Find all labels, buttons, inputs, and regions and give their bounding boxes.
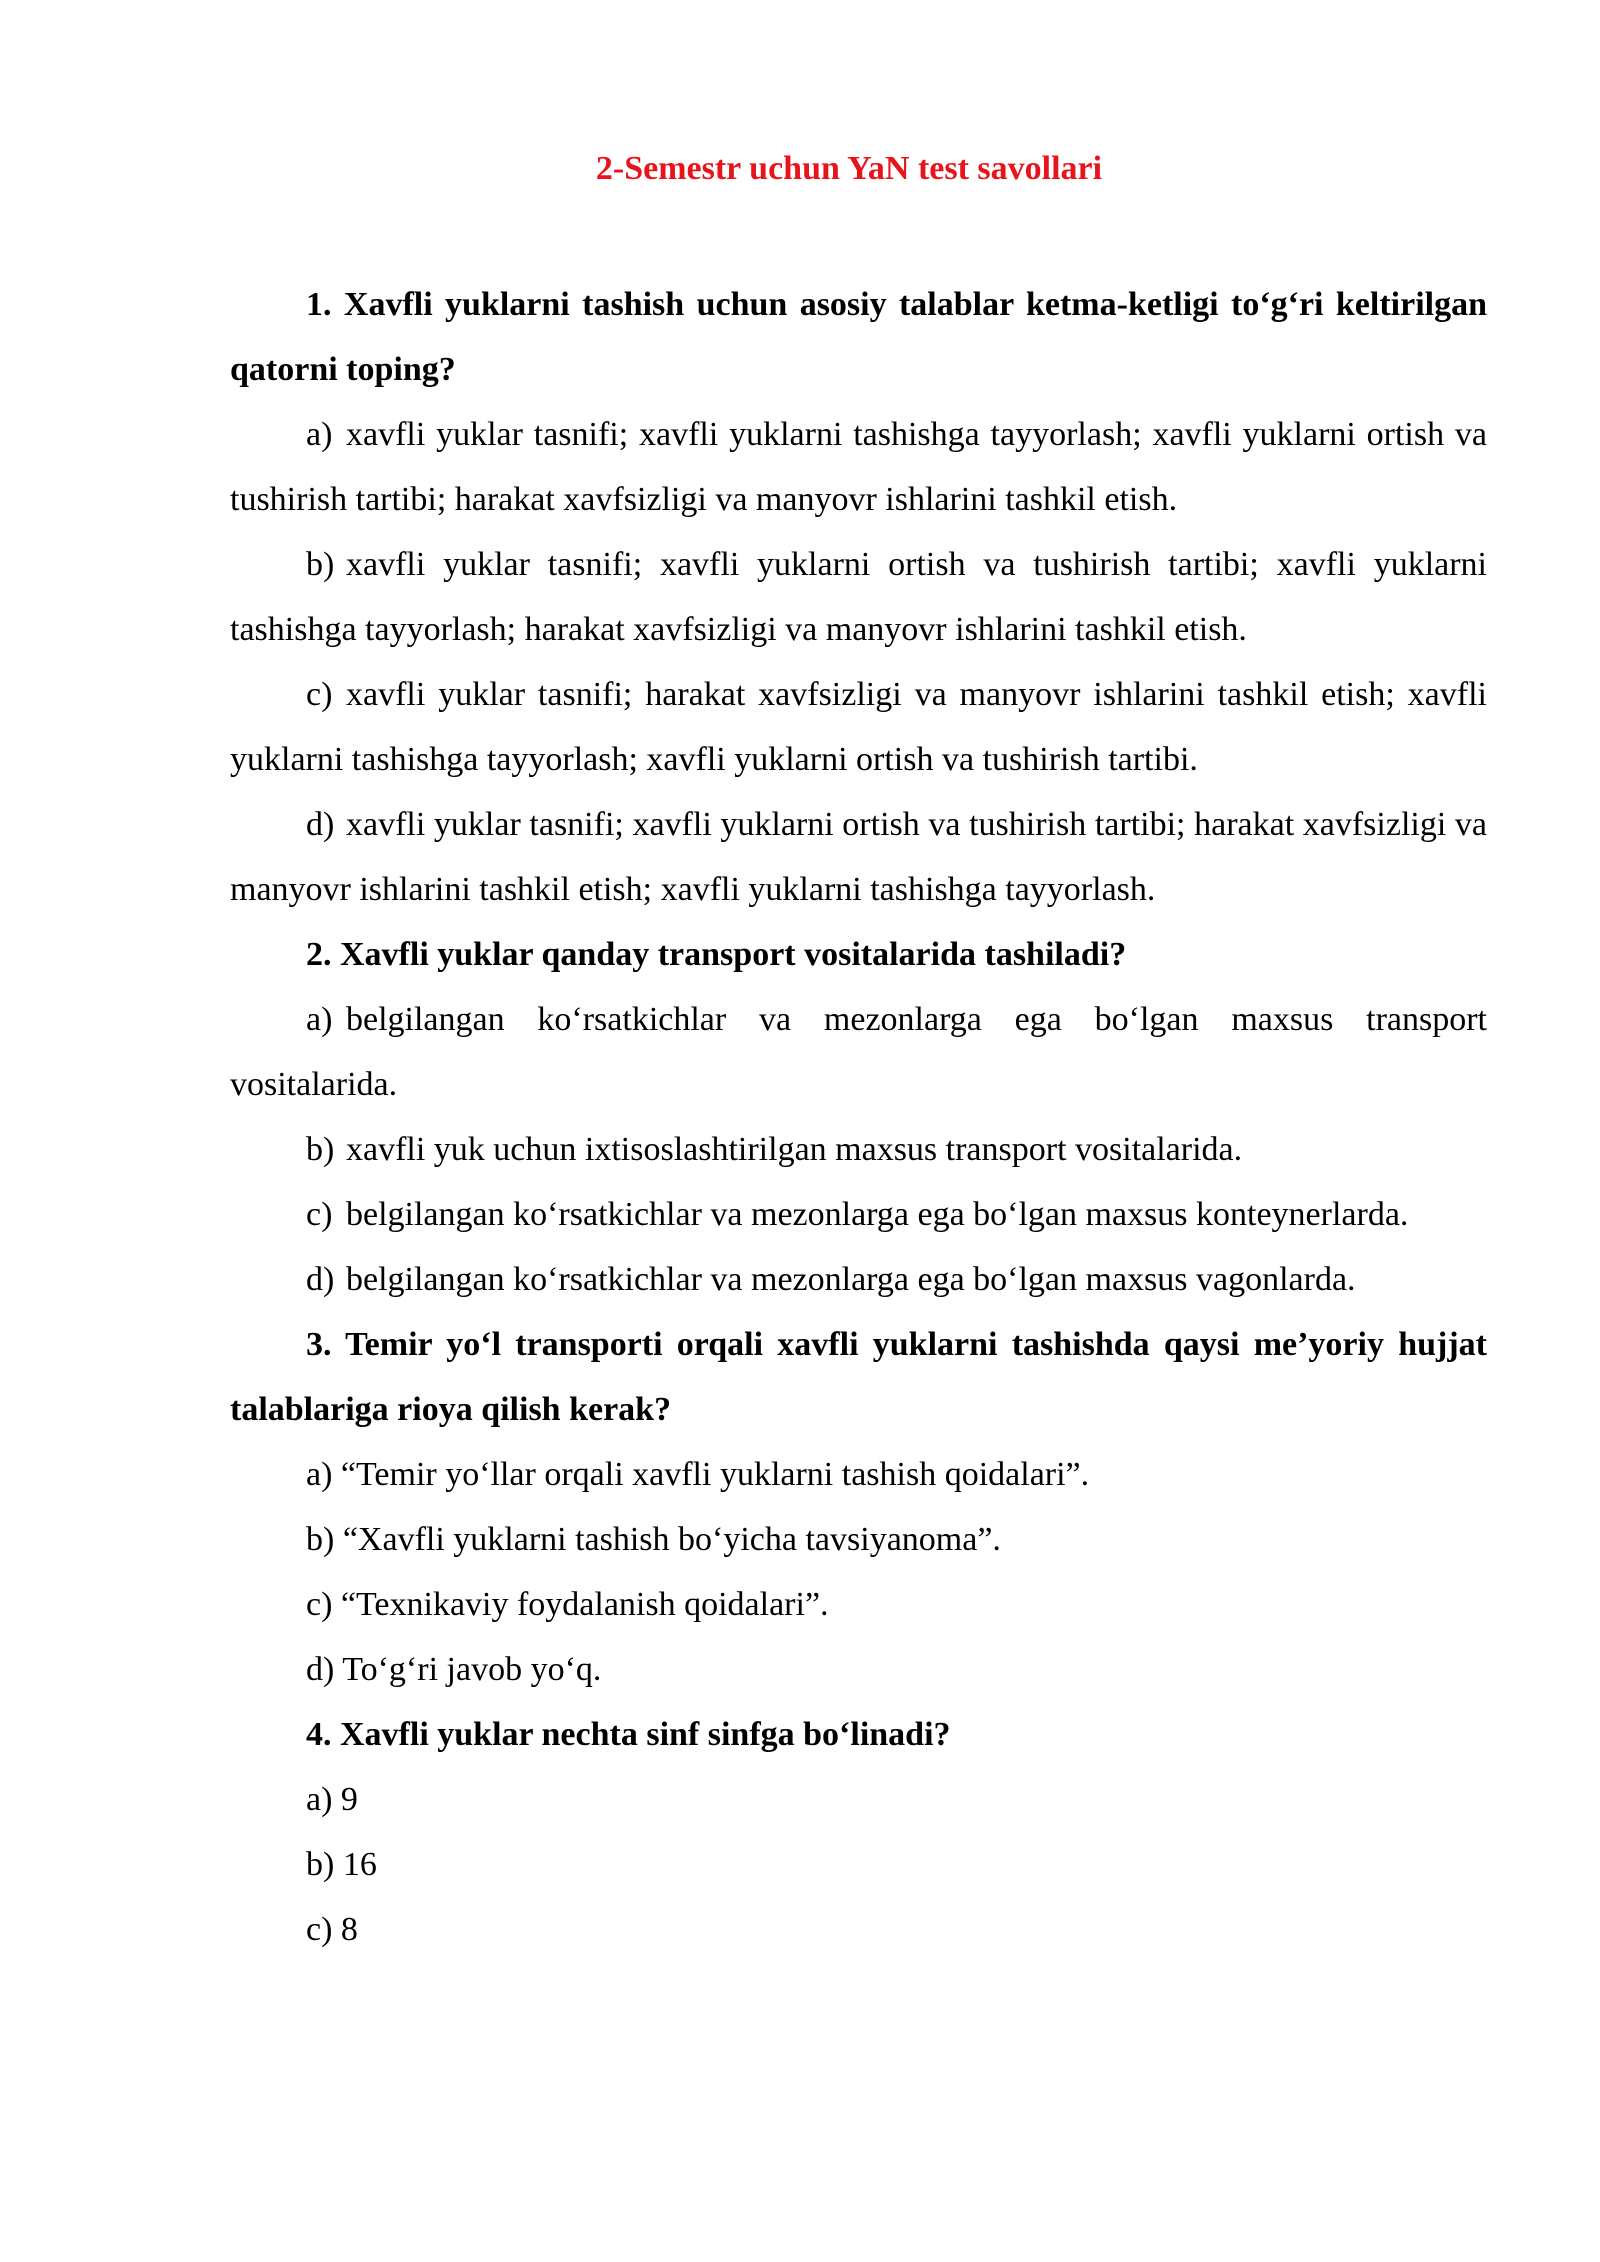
option-2a [230, 987, 1487, 1117]
question-4: 4. Xavfli yuklar nechta sinf sinfga bo‘linadi? [306, 1716, 951, 1753]
option-1d [230, 792, 1487, 922]
option-text: 8 [340, 1911, 358, 1948]
option-letter: c) [306, 676, 333, 713]
option-letter: b) [306, 1521, 335, 1558]
option-1b [230, 532, 1487, 662]
option-letter: b) [306, 1846, 335, 1883]
question-2: 2. Xavfli yuklar qanday transport vositalarida tashiladi? [306, 936, 1127, 973]
option-text: “Xavfli yuklarni tashish bo‘yicha tavsiyanoma”. [342, 1521, 1001, 1558]
option-text: belgilangan ko‘rsatkichlar va mezonlarga ega bo‘lgan maxsus transport vositalarida. [230, 1001, 1487, 1103]
option-2b [230, 1117, 1487, 1182]
option-letter: d) [306, 1651, 335, 1688]
option-letter: a) [306, 1456, 333, 1493]
option-4b [230, 1832, 1487, 1897]
option-text: xavfli yuklar tasnifi; harakat xavfsizligi va manyovr ishlarini tashkil etish; xavfli yuklarni tashishga tayyorlash; xavfli yuklarni ortish va tushirish tartibi. [230, 676, 1487, 778]
option-text: “Temir yo‘llar orqali xavfli yuklarni tashish qoidalari”. [340, 1456, 1090, 1493]
option-letter: a) [306, 416, 333, 453]
option-letter: b) [306, 1131, 335, 1168]
question-1: 1. Xavfli yuklarni tashish uchun asosiy talablar ketma-ketligi to‘g‘ri keltirilgan qatorni toping? [230, 286, 1487, 388]
option-text: belgilangan ko‘rsatkichlar va mezonlarga ega bo‘lgan maxsus vagonlarda. [346, 1261, 1356, 1298]
option-text: xavfli yuklar tasnifi; xavfli yuklarni ortish va tushirish tartibi; harakat xavfsizligi va manyovr ishlarini tashkil etish; xavfli yuklarni tashishga tayyorlash. [230, 806, 1487, 908]
option-letter: a) [306, 1001, 333, 1038]
option-text: To‘g‘ri javob yo‘q. [342, 1651, 602, 1688]
option-text: xavfli yuklar tasnifi; xavfli yuklarni ortish va tushirish tartibi; xavfli yuklarni tashishga tayyorlash; harakat xavfsizligi va manyovr ishlarini tashkil etish. [230, 546, 1487, 648]
option-letter: c) [306, 1911, 333, 1948]
option-4a [230, 1767, 1487, 1832]
option-2d [230, 1247, 1487, 1312]
option-text: belgilangan ko‘rsatkichlar va mezonlarga ega bo‘lgan maxsus konteynerlarda. [346, 1196, 1409, 1233]
option-letter: d) [306, 1261, 335, 1298]
option-text: 16 [342, 1846, 377, 1883]
option-text: xavfli yuklar tasnifi; xavfli yuklarni tashishga tayyorlash; xavfli yuklarni ortish va tushirish tartibi; harakat xavfsizligi va manyovr ishlarini tashkil etish. [230, 416, 1487, 518]
option-1a [230, 402, 1487, 532]
option-3c [230, 1572, 1487, 1637]
option-1c [230, 662, 1487, 792]
document-title: 2-Semestr uchun YaN test savollari [595, 150, 1103, 187]
question-list [230, 272, 1487, 1962]
option-text: xavfli yuk uchun ixtisoslashtirilgan maxsus transport vositalarida. [346, 1131, 1243, 1168]
option-2c [230, 1182, 1487, 1247]
option-letter: c) [306, 1196, 333, 1233]
option-4c [230, 1897, 1487, 1962]
option-letter: b) [306, 546, 335, 583]
question-3: 3. Temir yo‘l transporti orqali xavfli yuklarni tashishda qaysi me’yoriy hujjat talablariga rioya qilish kerak? [230, 1326, 1487, 1428]
option-text: 9 [340, 1781, 358, 1818]
option-3b [230, 1507, 1487, 1572]
option-letter: c) [306, 1586, 333, 1623]
option-3d [230, 1637, 1487, 1702]
option-text: “Texnikaviy foydalanish qoidalari”. [340, 1586, 829, 1623]
option-3a [230, 1442, 1487, 1507]
option-letter: a) [306, 1781, 333, 1818]
option-letter: d) [306, 806, 335, 843]
